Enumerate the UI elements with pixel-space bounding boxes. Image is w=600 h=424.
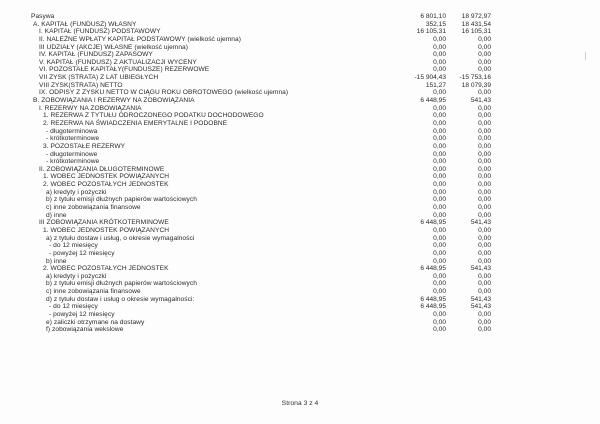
line-item-label: III UDZIAŁY (AKCJE) WŁASNE (wielkość ujemna) <box>39 43 189 51</box>
previous-year-value: 0,00 <box>478 196 491 204</box>
current-year-value: 0,00 <box>433 280 446 288</box>
current-year-value: 0,00 <box>433 43 446 51</box>
line-item <box>31 36 501 44</box>
line-item-label: d) z tytułu dostaw i usług o okresie wymagalności: <box>46 295 195 303</box>
previous-year-value: 541,43 <box>470 295 491 303</box>
previous-year-value: 0,00 <box>478 127 491 135</box>
line-item-label: a) z tytułu dostaw i usług, o okresie wymagalności <box>46 234 195 242</box>
line-item-label: c) inne zobowiązania finansowe <box>46 288 141 296</box>
line-item <box>31 288 501 296</box>
current-year-value: 0,00 <box>433 272 446 280</box>
current-year-value: 0,00 <box>433 204 446 212</box>
line-item <box>31 151 501 159</box>
current-year-value: 0,00 <box>433 89 446 97</box>
line-item <box>31 51 501 59</box>
current-year-value: 0,00 <box>433 181 446 189</box>
line-item <box>31 120 501 128</box>
line-item-label: a) kredyty i pożyczki <box>46 188 107 196</box>
current-year-value: 6 448,95 <box>420 295 446 303</box>
previous-year-value: 0,00 <box>478 288 491 296</box>
previous-year-value: 0,00 <box>478 257 491 265</box>
current-year-value: 0,00 <box>433 257 446 265</box>
current-year-value: 6 448,95 <box>420 265 446 273</box>
line-item-label: - długoterminowa <box>46 127 98 135</box>
line-item-label: 1. WOBEC JEDNOSTEK POWIĄZANYCH <box>43 226 170 234</box>
current-year-value: 0,00 <box>433 318 446 326</box>
line-item-label: b) z tytułu emisji dłużnych papierów wartościowych <box>46 280 197 288</box>
previous-year-value: 0,00 <box>478 181 491 189</box>
previous-year-value: 0,00 <box>478 142 491 150</box>
line-item <box>31 235 501 243</box>
previous-year-value: 0,00 <box>478 326 491 334</box>
balance-sheet-liabilities <box>31 13 501 334</box>
previous-year-value: 0,00 <box>478 318 491 326</box>
line-item <box>31 66 501 74</box>
line-item-label: III ZOBOWIĄZANIA KRÓTKOTERMINOWE <box>39 219 169 227</box>
previous-year-value: 0,00 <box>478 104 491 112</box>
line-item-label: d) inne <box>46 211 67 219</box>
current-year-value: 16 105,31 <box>416 28 446 36</box>
line-item <box>31 97 501 105</box>
line-item <box>31 181 501 189</box>
line-item-label: I. KAPITAŁ (FUNDUSZ) PODSTAWOWY <box>39 28 161 36</box>
previous-year-value: 16 105,31 <box>461 28 491 36</box>
previous-year-value: 0,00 <box>478 119 491 127</box>
current-year-value: 0,00 <box>433 66 446 74</box>
current-year-value: 0,00 <box>433 51 446 59</box>
line-item <box>31 166 501 174</box>
previous-year-value: 0,00 <box>478 43 491 51</box>
line-item-label: c) inne zobowiązania finansowe <box>46 204 141 212</box>
current-year-value: 0,00 <box>433 165 446 173</box>
current-year-value: 0,00 <box>433 127 446 135</box>
previous-year-value: 18 079,39 <box>461 81 491 89</box>
previous-year-value: 0,00 <box>478 226 491 234</box>
line-item <box>31 21 501 29</box>
line-item <box>31 250 501 258</box>
line-item <box>31 204 501 212</box>
line-item-label: - krótkoterminowe <box>46 135 100 143</box>
previous-year-value: 0,00 <box>478 310 491 318</box>
current-year-value: 0,00 <box>433 242 446 250</box>
previous-year-value: 0,00 <box>478 249 491 257</box>
previous-year-value: -15 753,16 <box>459 74 491 82</box>
previous-year-value: 0,00 <box>478 165 491 173</box>
current-year-value: -15 904,43 <box>414 74 446 82</box>
line-item <box>31 135 501 143</box>
line-item-label: - do 12 miesięcy <box>49 303 98 311</box>
current-year-value: 0,00 <box>433 249 446 257</box>
line-item <box>31 105 501 113</box>
scan-mark <box>585 52 586 60</box>
line-item-label: II. NALEŻNE WPŁATY KAPITAŁ PODSTAWOWY (wielkość ujemna) <box>39 35 241 43</box>
current-year-value: 0,00 <box>433 326 446 334</box>
line-item-label: V. KAPITAŁ (FUNDUSZ) Z AKTUALIZACJI WYCENY <box>39 58 197 66</box>
line-item <box>31 189 501 197</box>
line-item-label: VII ZYSK (STRATA) Z LAT UBIEGŁYCH <box>39 74 159 82</box>
current-year-value: 6 448,95 <box>420 219 446 227</box>
current-year-value: 0,00 <box>433 142 446 150</box>
line-item <box>31 258 501 266</box>
current-year-value: 0,00 <box>433 58 446 66</box>
previous-year-value: 0,00 <box>478 173 491 181</box>
previous-year-value: 541,43 <box>470 303 491 311</box>
line-item <box>31 326 501 334</box>
line-item <box>31 219 501 227</box>
line-item <box>31 128 501 136</box>
line-item-label: B. ZOBOWIĄZANIA I REZERWY NA ZOBOWIĄZANIA <box>33 97 195 105</box>
current-year-value: 0,00 <box>433 112 446 120</box>
current-year-value: 0,00 <box>433 35 446 43</box>
previous-year-value: 0,00 <box>478 35 491 43</box>
line-item <box>31 196 501 204</box>
line-item-label: b) z tytułu emisji dłużnych papierów wartościowych <box>46 196 197 204</box>
current-year-value: 6 448,95 <box>420 97 446 105</box>
line-item <box>31 59 501 67</box>
current-year-value: 0,00 <box>433 173 446 181</box>
previous-year-value: 0,00 <box>478 204 491 212</box>
line-item-label: 1. REZERWA Z TYTUŁU ODROCZONEGO PODATKU DOCHODOWEGO <box>43 112 264 120</box>
line-item <box>31 112 501 120</box>
previous-year-value: 0,00 <box>478 51 491 59</box>
previous-year-value: 0,00 <box>478 188 491 196</box>
previous-year-value: 0,00 <box>478 135 491 143</box>
previous-year-value: 0,00 <box>478 280 491 288</box>
line-item <box>31 89 501 97</box>
current-year-value: 0,00 <box>433 150 446 158</box>
line-item-label: - powyżej 12 miesięcy <box>49 249 115 257</box>
line-item-label: - do 12 miesięcy <box>49 242 98 250</box>
previous-year-value: 0,00 <box>478 150 491 158</box>
line-item <box>31 273 501 281</box>
line-item-label: IX. ODPISY Z ZYSKU NETTO W CIĄGU ROKU OBROTOWEGO (wielkość ujemna) <box>39 89 289 97</box>
current-year-value: 6 801,10 <box>420 13 446 20</box>
line-item-label: IV. KAPITAŁ (FUNDUSZ) ZAPASOWY <box>39 51 153 59</box>
previous-year-value: 0,00 <box>478 66 491 74</box>
line-item <box>31 303 501 311</box>
previous-year-value: 0,00 <box>478 272 491 280</box>
line-item <box>31 143 501 151</box>
line-item-label: - długoterminowe <box>46 150 98 158</box>
line-item <box>31 82 501 90</box>
previous-year-value: 0,00 <box>478 211 491 219</box>
previous-year-value: 18 431,54 <box>461 20 491 28</box>
previous-year-value: 541,43 <box>470 219 491 227</box>
current-year-value: 0,00 <box>433 234 446 242</box>
line-item-label: A. KAPITAŁ (FUNDUSZ) WŁASNY <box>33 20 137 28</box>
line-item-label: Pasywa <box>31 13 55 20</box>
line-item-label: II. ZOBOWIĄZANIA DŁUGOTERMINOWE <box>39 165 165 173</box>
line-item-label: VI. POZOSTAŁE KAPITAŁY(FUNDUSZE) REZERWOWE <box>39 66 210 74</box>
previous-year-value: 0,00 <box>478 234 491 242</box>
line-item <box>31 265 501 273</box>
line-item <box>31 158 501 166</box>
line-item-label: b) inne <box>46 257 67 265</box>
line-item-label: 1. WOBEC JEDNOSTEK POWIĄZANYCH <box>43 173 170 181</box>
line-item-label: a) kredyty i pożyczki <box>46 272 107 280</box>
current-year-value: 0,00 <box>433 135 446 143</box>
line-item <box>31 311 501 319</box>
previous-year-value: 0,00 <box>478 58 491 66</box>
current-year-value: 0,00 <box>433 158 446 166</box>
line-item <box>31 13 501 21</box>
current-year-value: 0,00 <box>433 310 446 318</box>
line-item <box>31 44 501 52</box>
line-item-label: 2. WOBEC POZOSTAŁYCH JEDNOSTEK <box>43 265 169 273</box>
current-year-value: 0,00 <box>433 288 446 296</box>
current-year-value: 352,15 <box>425 20 446 28</box>
line-item <box>31 280 501 288</box>
previous-year-value: 541,43 <box>470 265 491 273</box>
line-item <box>31 296 501 304</box>
line-item-label: 2. WOBEC POZOSTAŁYCH JEDNOSTEK <box>43 181 169 189</box>
line-item-label: 3. POZOSTAŁE REZERWY <box>43 142 126 150</box>
current-year-value: 0,00 <box>433 188 446 196</box>
line-item-label: - krótkoterminowe <box>46 158 100 166</box>
current-year-value: 0,00 <box>433 196 446 204</box>
line-item-label: VIII ZYSK(STRATA) NETTO <box>39 81 123 89</box>
current-year-value: 0,00 <box>433 104 446 112</box>
line-item-label: I. REZERWY NA ZOBOWIĄZANIA <box>39 104 142 112</box>
page-number: Strona 3 z 4 <box>281 400 319 407</box>
previous-year-value: 0,00 <box>478 242 491 250</box>
line-item-label: - powyżej 12 miesięcy <box>49 310 115 318</box>
previous-year-value: 0,00 <box>478 158 491 166</box>
previous-year-value: 18 972,97 <box>461 13 491 20</box>
current-year-value: 0,00 <box>433 226 446 234</box>
line-item-label: 2. REZERWA NA ŚWIADCZENIA EMERYTALNE I PODOBNE <box>43 119 228 127</box>
current-year-value: 6 448,95 <box>420 303 446 311</box>
line-item <box>31 227 501 235</box>
line-item <box>31 173 501 181</box>
line-item-label: e) zaliczki otrzymane na dostawy <box>46 318 145 326</box>
line-item <box>31 319 501 327</box>
line-item <box>31 74 501 82</box>
current-year-value: 151,27 <box>425 81 446 89</box>
current-year-value: 0,00 <box>433 119 446 127</box>
previous-year-value: 541,43 <box>470 97 491 105</box>
previous-year-value: 0,00 <box>478 112 491 120</box>
line-item-label: f) zobowiązania wekslowe <box>46 326 124 334</box>
previous-year-value: 0,00 <box>478 89 491 97</box>
current-year-value: 0,00 <box>433 211 446 219</box>
line-item <box>31 242 501 250</box>
line-item <box>31 28 501 36</box>
